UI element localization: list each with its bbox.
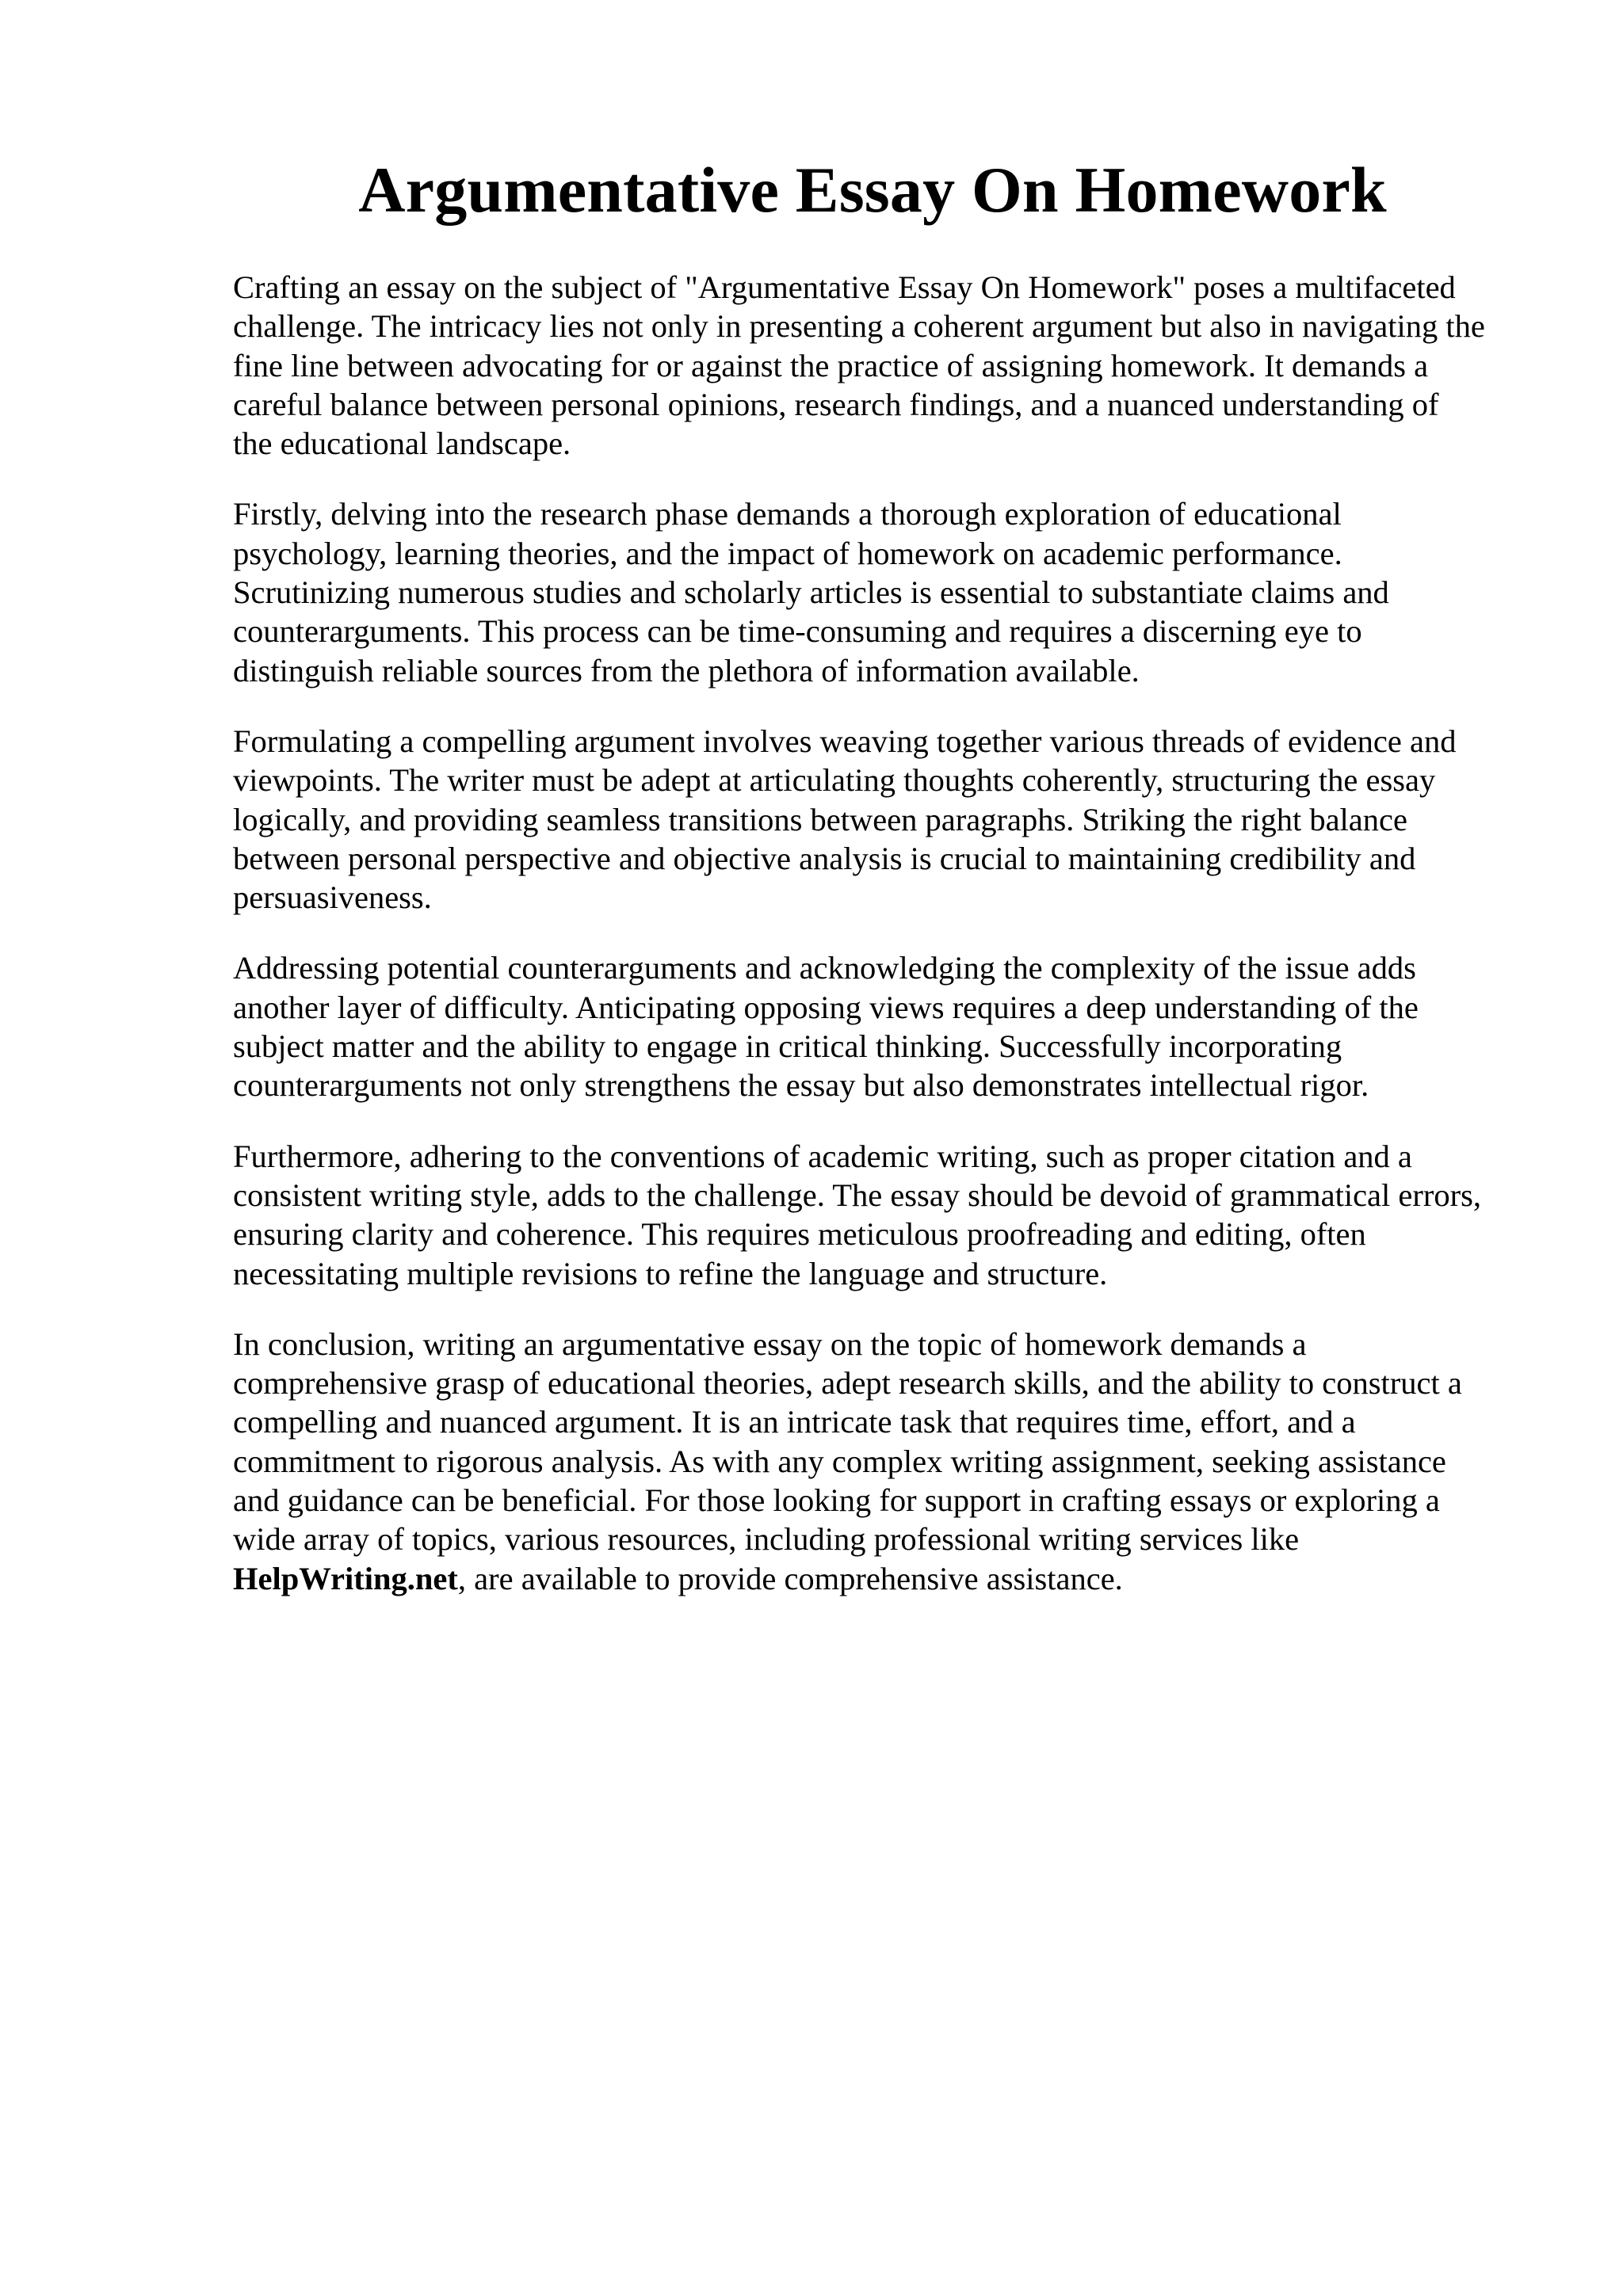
final-line-rest: , are available to provide comprehensive assistance. bbox=[457, 1560, 1123, 1596]
paragraph-line: consistent writing style, adds to the challenge. The essay should be devoid of grammatical errors, bbox=[233, 1177, 1481, 1213]
paragraph-line: necessitating multiple revisions to refine the language and structure. bbox=[233, 1255, 1108, 1291]
paragraph-line: Formulating a compelling argument involves weaving together various threads of evidence and bbox=[233, 723, 1457, 759]
paragraph-5 bbox=[233, 1137, 1541, 1293]
paragraph-line: Addressing potential counterarguments and acknowledging the complexity of the issue adds bbox=[233, 950, 1416, 986]
paragraph-line: fine line between advocating for or against the practice of assigning homework. It demands a bbox=[233, 347, 1429, 383]
paragraph-line: Firstly, delving into the research phase demands a thorough exploration of educational bbox=[233, 496, 1342, 532]
paragraph-line: logically, and providing seamless transitions between paragraphs. Striking the right balance bbox=[233, 801, 1407, 837]
paragraph-line: In conclusion, writing an argumentative essay on the topic of homework demands a bbox=[233, 1325, 1307, 1362]
paragraph-line: commitment to rigorous analysis. As with any complex writing assignment, seeking assistance bbox=[233, 1443, 1446, 1479]
paragraph-line: psychology, learning theories, and the impact of homework on academic performance. bbox=[233, 535, 1342, 571]
paragraph-line: another layer of difficulty. Anticipating opposing views requires a deep understanding of the bbox=[233, 989, 1419, 1025]
helpwriting-brand-text: HelpWriting.net bbox=[233, 1560, 458, 1596]
paragraph-line: wide array of topics, various resources, including professional writing services like bbox=[233, 1521, 1300, 1558]
paragraph-line: distinguish reliable sources from the plethora of information available. bbox=[233, 652, 1140, 688]
document-body bbox=[233, 268, 1541, 1630]
document-title: Argumentative Essay On Homework bbox=[358, 154, 1387, 226]
paragraph-4 bbox=[233, 948, 1541, 1104]
paragraph-line: subject matter and the ability to engage in critical thinking. Successfully incorporating bbox=[233, 1028, 1342, 1065]
paragraph-line: viewpoints. The writer must be adept at articulating thoughts coherently, structuring the essay bbox=[233, 762, 1436, 799]
paragraph-6 bbox=[233, 1325, 1541, 1598]
paragraph-1 bbox=[233, 268, 1541, 463]
paragraph-line: challenge. The intricacy lies not only in presenting a coherent argument but also in navigating the bbox=[233, 308, 1485, 345]
paragraph-line: careful balance between personal opinions, research findings, and a nuanced understanding of bbox=[233, 386, 1439, 422]
paragraph-line: Crafting an essay on the subject of "Argumentative Essay On Homework" poses a multifaceted bbox=[233, 269, 1456, 305]
paragraph-line: comprehensive grasp of educational theories, adept research skills, and the ability to construct a bbox=[233, 1365, 1462, 1402]
paragraph-line: persuasiveness. bbox=[233, 879, 432, 916]
paragraph-line: and guidance can be beneficial. For those looking for support in crafting essays or exploring a bbox=[233, 1482, 1440, 1519]
paragraph-final-line bbox=[233, 1559, 1541, 1598]
paragraph-3 bbox=[233, 722, 1541, 917]
paragraph-line: Scrutinizing numerous studies and scholarly articles is essential to substantiate claims and bbox=[233, 574, 1389, 611]
paragraph-line: counterarguments. This process can be time-consuming and requires a discerning eye to bbox=[233, 613, 1362, 650]
paragraph-line: counterarguments not only strengthens the essay but also demonstrates intellectual rigor. bbox=[233, 1067, 1369, 1104]
paragraph-line: the educational landscape. bbox=[233, 425, 571, 462]
paragraph-line: compelling and nuanced argument. It is an intricate task that requires time, effort, and a bbox=[233, 1404, 1356, 1440]
paragraph-line: ensuring clarity and coherence. This requires meticulous proofreading and editing, often bbox=[233, 1216, 1366, 1253]
paragraph-2 bbox=[233, 494, 1541, 689]
paragraph-line: Furthermore, adhering to the conventions of academic writing, such as proper citation and a bbox=[233, 1138, 1412, 1174]
paragraph-line: between personal perspective and objective analysis is crucial to maintaining credibility and bbox=[233, 840, 1416, 876]
